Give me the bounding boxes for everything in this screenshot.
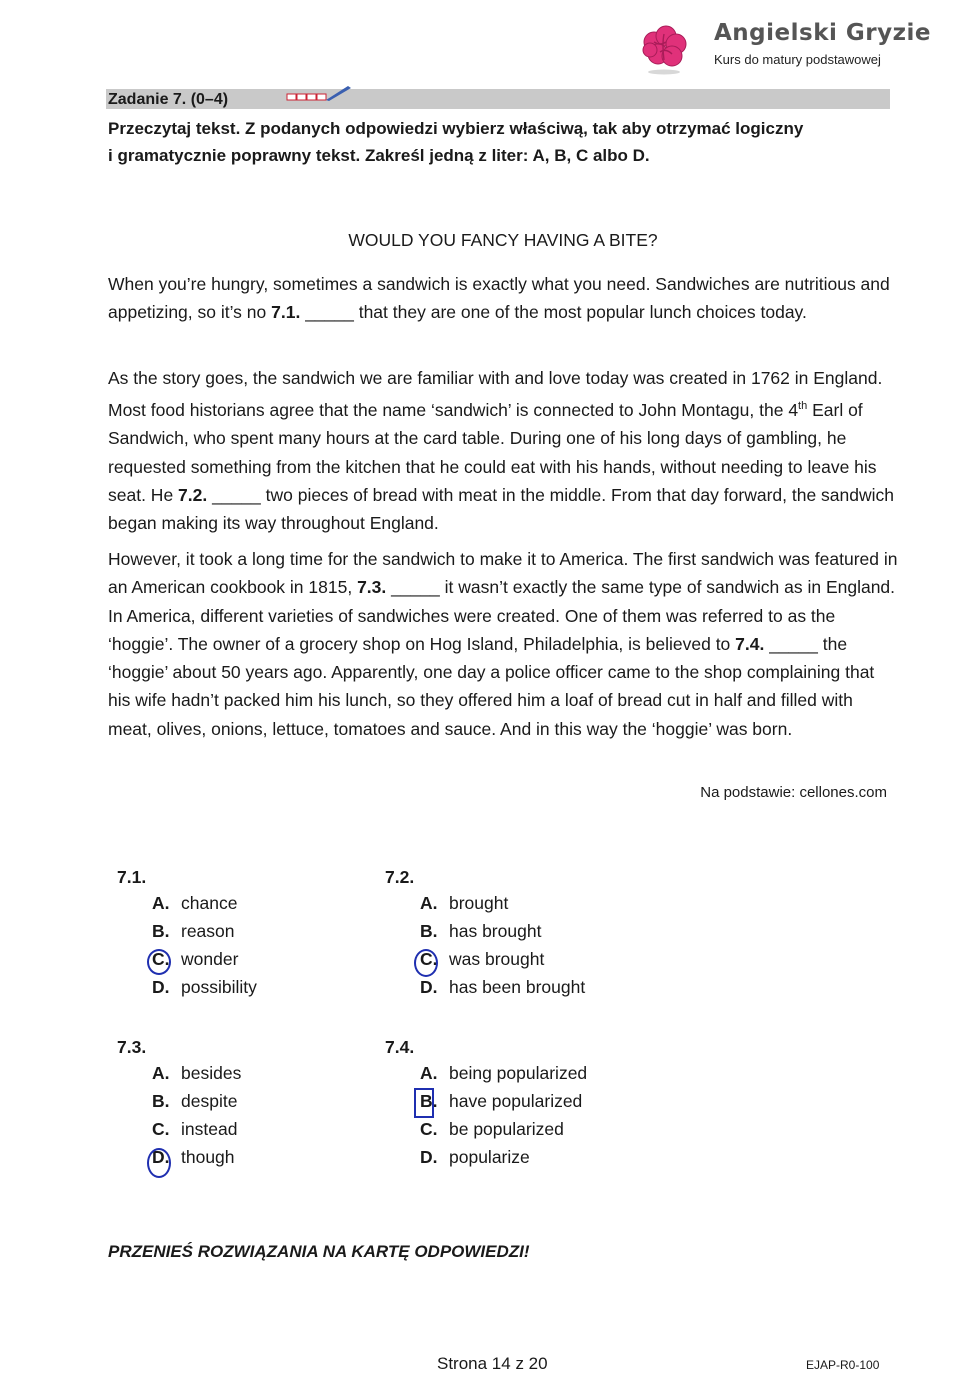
option-letter: D.: [420, 1147, 438, 1167]
p3-text-c: _____ the ‘hoggie’ about 50 years ago. Apparently, one day a police officer came to the shop complaining that his wife hadn’t packed him his lunch, so they offered him a loaf of bread cut in half and filled with meat, olives, onions, lettuce, tomatoes and sauce. And in this way the ‘hoggie’ was born.: [108, 633, 875, 739]
answer-mark-box: [414, 1088, 434, 1118]
brain-icon: [636, 20, 692, 76]
brand-subtitle: Kurs do matury podstawowej: [714, 52, 881, 67]
option-text: instead: [181, 1119, 238, 1139]
paragraph-3: [108, 545, 898, 743]
option-letter: A.: [152, 1063, 170, 1083]
option-text: wonder: [181, 949, 239, 969]
option-letter: A.: [152, 893, 170, 913]
task-title: Zadanie 7. (0–4): [108, 91, 229, 108]
option-c[interactable]: [420, 945, 585, 973]
option-letter: A.: [420, 893, 438, 913]
answer-mark-circle: [414, 949, 438, 977]
option-d[interactable]: [420, 1143, 587, 1171]
question-number: 7.4.: [385, 1037, 415, 1057]
paragraph-2: [108, 364, 898, 538]
option-b[interactable]: [420, 1087, 587, 1115]
p1-text-a: When you’re hungry, sometimes a sandwich is exactly what you need. Sandwiches are nutritious and appetizing, so it’s no: [108, 274, 890, 323]
option-text: chance: [181, 893, 238, 913]
option-text: brought: [449, 893, 509, 913]
option-text: though: [181, 1147, 235, 1167]
option-c[interactable]: [420, 1115, 587, 1143]
option-b[interactable]: [420, 917, 585, 945]
option-letter: D.: [152, 1147, 170, 1167]
question-number: 7.3.: [117, 1037, 147, 1057]
option-letter: B.: [420, 1091, 438, 1111]
option-text: despite: [181, 1091, 238, 1111]
option-b[interactable]: [152, 917, 257, 945]
gap-7-3: 7.3.: [357, 577, 387, 598]
option-letter: C.: [152, 949, 170, 969]
p2-text-b: Earl of Sandwich, who spent many hours at the card table. During one of his long days of gambling, he requested something from the kitchen that he could eat with his hands, without needing to leave his seat. He: [108, 400, 877, 506]
instructions-line-2: i gramatycznie poprawny tekst. Zakreśl jedną z liter: A, B, C albo D.: [108, 146, 650, 165]
option-letter: C.: [420, 1119, 438, 1139]
answer-mark-circle: [147, 1148, 171, 1178]
option-letter: C.: [152, 1119, 170, 1139]
p3-text-b: _____ it wasn’t exactly the same type of sandwich as in England. In America, different varieties of sandwiches were created. One of them was referred to as the ‘hoggie’. The owner of a grocery shop on Hog Island, Philadelphia, is believed to: [108, 577, 896, 654]
option-a[interactable]: [420, 889, 585, 917]
option-d[interactable]: [152, 973, 257, 1001]
option-text: possibility: [181, 977, 257, 997]
transfer-answers-note: PRZENIEŚ ROZWIĄZANIA NA KARTĘ ODPOWIEDZI!: [108, 1242, 530, 1261]
option-text: have popularized: [449, 1091, 583, 1111]
brand-title: Angielski Gryzie: [714, 20, 931, 46]
option-text: besides: [181, 1063, 242, 1083]
option-letter: D.: [420, 977, 438, 997]
gap-7-4: 7.4.: [735, 633, 765, 654]
paragraph-1: [108, 270, 898, 327]
source-note: Na podstawie: cellones.com: [700, 784, 887, 801]
option-text: has brought: [449, 921, 542, 941]
gap-7-1: 7.1.: [271, 302, 301, 323]
question-7-2: [385, 867, 585, 1001]
option-text: was brought: [449, 949, 545, 969]
option-letter: C.: [420, 949, 438, 969]
option-text: popularize: [449, 1147, 530, 1167]
p3-text-a: However, it took a long time for the sandwich to make it to America. The first sandwich was featured in an American cookbook in 1815,: [108, 549, 898, 598]
page-number: Strona 14 z 20: [437, 1354, 548, 1373]
question-number: 7.1.: [117, 867, 147, 887]
option-letter: B.: [152, 1091, 170, 1111]
p2-superscript: th: [798, 400, 808, 413]
option-a[interactable]: [420, 1059, 587, 1087]
p2-text-c: _____ two pieces of bread with meat in the middle. From that day forward, the sandwich began making its way throughout England.: [108, 485, 894, 534]
option-text: be popularized: [449, 1119, 564, 1139]
option-letter: B.: [420, 921, 438, 941]
exam-code: EJAP-R0-100: [806, 1358, 880, 1372]
answer-mark-circle: [147, 949, 171, 975]
option-a[interactable]: [152, 889, 257, 917]
pencil-icon: [286, 81, 352, 105]
option-letter: D.: [152, 977, 170, 997]
question-7-3: [117, 1037, 241, 1171]
question-number: 7.2.: [385, 867, 415, 887]
option-d[interactable]: [420, 973, 585, 1001]
p1-text-b: _____ that they are one of the most popular lunch choices today.: [300, 302, 807, 323]
option-letter: B.: [152, 921, 170, 941]
option-text: reason: [181, 921, 235, 941]
option-letter: A.: [420, 1063, 438, 1083]
text-title: WOULD YOU FANCY HAVING A BITE?: [348, 230, 658, 250]
gap-7-2: 7.2.: [178, 485, 208, 506]
question-7-1: [117, 867, 257, 1001]
option-text: has been brought: [449, 977, 586, 997]
option-c[interactable]: [152, 1115, 241, 1143]
p2-text-a: As the story goes, the sandwich we are familiar with and love today was created in 1762 in England. Most food historians agree that the name ‘sandwich’ is connected to John Montagu, the 4: [108, 368, 883, 421]
instructions-line-1: Przeczytaj tekst. Z podanych odpowiedzi wybierz właściwą, tak aby otrzymać logiczny: [108, 119, 804, 138]
task-instructions: [108, 115, 898, 169]
option-a[interactable]: [152, 1059, 241, 1087]
option-text: being popularized: [449, 1063, 588, 1083]
option-b[interactable]: [152, 1087, 241, 1115]
